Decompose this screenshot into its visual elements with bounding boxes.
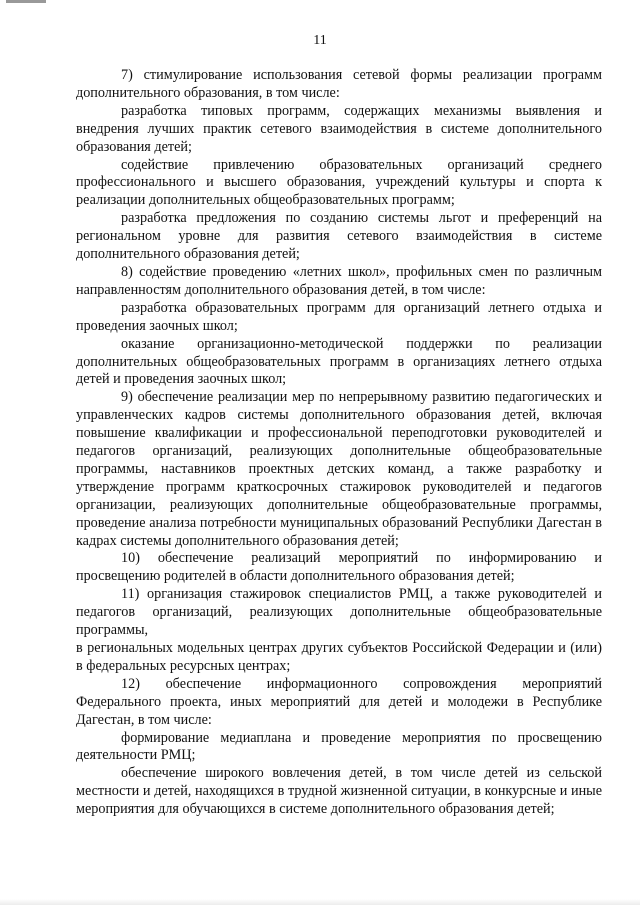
paragraph-involvement: обеспечение широкого вовлечения детей, в том числе детей из сельской местности и детей, находящихся в трудной жизненной ситуации, в конкурсные и иные мероприятия для обучающихся в системе дополнительного образования детей; [76, 765, 602, 818]
paragraph-item-9: 9) обеспечение реализации мер по непрерывному развитию педагогических и управленческих кадров системы дополнительного образования детей, включая повышение квалификации и профессиональной переподготовки руководителей и педагогов организаций, реализующих дополнительные общеобразовательные программы, наставников проектных детских команд, а также разработку и утверждение программ краткосрочных стажировок руководителей и педагогов организации, реализующих дополнительные общеобразовательные программы, проведение анализа потребности муниципальных образований Республики Дагестан в кадрах системы дополнительного образования детей; [76, 389, 602, 549]
paragraph-item-8: 8) содействие проведению «летних школ», профильных смен по различным направленностям дополнительного образования детей, в том числе: [76, 263, 602, 298]
scan-artifact [6, 0, 46, 3]
paragraph-item-12: 12) обеспечение информационного сопровождения мероприятий Федерального проекта, иных мероприятий для детей и молодежи в Республике Дагестан, в том числе: [76, 675, 602, 728]
paragraph-benefits-system: разработка предложения по созданию системы льгот и преференций на региональном уровне для развития сетевого взаимодействия в системе дополнительного образования детей; [76, 210, 602, 263]
paragraph-item-11-continued: в региональных модельных центрах других субъектов Российской Федерации и (или) в федеральных ресурсных центрах; [76, 640, 602, 674]
paragraph-methodical-support: оказание организационно-методической поддержки по реализации дополнительных общеобразовательных программ в организациях летнего отдыха детей и проведения заочных школ; [76, 335, 602, 388]
paragraph-item-11: 11) организация стажировок специалистов РМЦ, а также руководителей и педагогов организаций, реализующих дополнительные общеобразовательные программы, [76, 586, 602, 639]
paragraph-mediaplan: формирование медиаплана и проведение мероприятия по просвещению деятельности РМЦ; [76, 729, 602, 764]
page-number: 11 [313, 33, 327, 48]
paragraph-typical-programs: разработка типовых программ, содержащих механизмы выявления и внедрения лучших практик сетевого взаимодействия в системе дополнительного образования детей; [76, 102, 602, 155]
paragraph-summer-programs: разработка образовательных программ для организаций летнего отдыха и проведения заочных школ; [76, 299, 602, 334]
paragraph-item-7: 7) стимулирование использования сетевой формы реализации программ дополнительного образования, в том числе: [76, 67, 602, 101]
paragraph-assistance-organizations: содействие привлечению образовательных организаций среднего профессионального и высшего образования, учреждений культуры и спорта к реализации дополнительных общеобразовательных программ; [76, 156, 602, 209]
paragraph-item-10: 10) обеспечение реализаций мероприятий по информированию и просвещению родителей в области дополнительного образования детей; [76, 550, 602, 585]
scan-bottom-edge [0, 899, 640, 905]
document-body [76, 67, 602, 819]
